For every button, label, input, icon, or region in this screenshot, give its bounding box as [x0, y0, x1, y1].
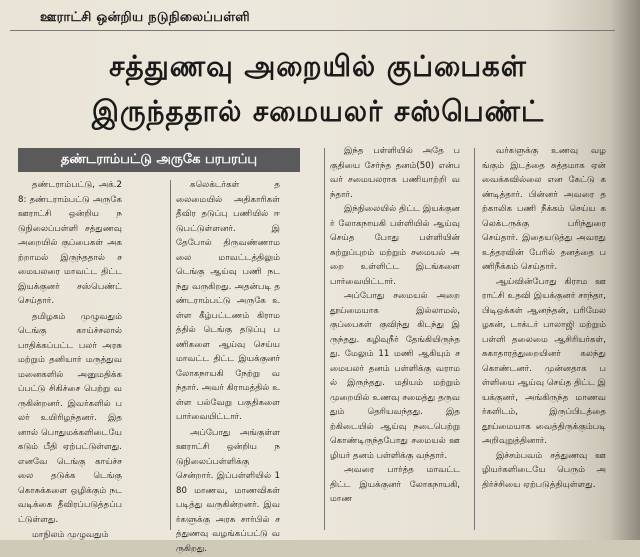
paragraph: கலெக்டர்கள் தலைமையில் அதிகாரிகள் தீவிர தடுப்பு பணியில் ஈடுபட்டுள்ளனர். இதேபோல் திருவண்ணாமலை மாவட்டத்திலும் டெங்கு ஆய்வு பணி நடந்து வருகிறது. அதன்படி தண்டராம்பட்டு அருகே உள்ள கீழ்பட்டணம் கிராமத்தில் டெங்கு தடுப்பு பணிகளை ஆய்வு செய்ய மாவட்ட திட்ட இயக்குனர் லோகநாயகி நேற்று வந்தார். அவர் கிராமத்தில் உள்ள பல்வேறு பகுதிகளை பார்வையிட்டார். — [176, 180, 280, 422]
paragraph: இச்சம்பவம் சத்துணவு ஊழியர்களிடையே பெரும் அதிர்ச்சியை ஏற்படுத்தியுள்ளது. — [482, 450, 606, 490]
kicker-text: ஊராட்சி ஒன்றிய நடுநிலைப்பள்ளி — [40, 10, 250, 25]
page-edge-shadow — [610, 0, 640, 540]
article-column-1 — [18, 178, 122, 544]
headline-line-1: சத்துணவு அறையில் குப்பைகள் — [109, 49, 527, 83]
article-column-3 — [330, 144, 460, 507]
section-kicker — [10, 8, 615, 31]
column-divider — [170, 180, 171, 530]
paragraph: தமிழகம் முழுவதும் டெங்கு காய்ச்சலால் பாதிக்கப்பட்ட பலர் அரசு மற்றும் தனியார் மருத்துவமனைகளில் அனுமதிக்கப்பட்டு சிகிச்சை பெற்று வருகின்றனர். இவர்களில் பலர் உயிரிழந்தனர். இதனால் பொதுமக்களிடையே கடும் பீதி ஏற்பட்டுள்ளது. எனவே டெங்கு காய்ச்சலை தடுக்க டெங்கு கொசுக்களை ஒழிக்கும் நடவடிக்கை தீவிரப்படுத்தப்பட்டுள்ளது. — [18, 311, 122, 525]
paragraph: இந்நிலையில் திட்ட இயக்குனர் லோகநாயகி பள்ளியில் ஆய்வு செய்த போது பள்ளியின் சுற்றுப்புறம் மற்றும் சமையல் அறை உள்ளிட்ட இடங்களை பார்வையிட்டார். — [330, 204, 460, 287]
article-column-4 — [482, 144, 606, 492]
headline — [18, 44, 618, 134]
paragraph: தண்டராம்பட்டு, அக்.28: தண்டராம்பட்டு அருகே ஊராட்சி ஒன்றிய நடுநிலைப்பள்ளி சத்துணவு அறையில் குப்பைகள் அகற்றாமல் இருந்ததால் சமையலரை மாவட்ட திட்ட இயக்குனர் சஸ்பெண்ட் செய்தார். — [18, 180, 122, 306]
column-divider — [474, 148, 475, 530]
paragraph: அப்போது அங்குள்ள ஊராட்சி ஒன்றிய நடுநிலைப்பள்ளிக்கு சென்றார். இப்பள்ளியில் 180 மாணவ, மாணவிகள் படித்து வருகின்றனர். இவர்களுக்கு அரசு சார்பில் சத்துணவு வழங்கப்பட்டு வருகிறது. — [176, 427, 280, 554]
article-column-2 — [176, 178, 280, 557]
column-divider — [324, 148, 325, 530]
paragraph: மாநிலம் முழுவதும் — [32, 530, 109, 540]
paragraph: அவரை பார்த்த மாவட்ட திட்ட இயக்குனர் லோகநாயகி, மாண — [330, 465, 460, 504]
headline-line-2: இருந்ததால் சமையலர் சஸ்பெண்ட் — [91, 94, 545, 128]
paragraph: ஆய்வின்போது கிராம ஊராட்சி உதவி இயக்குனர் சாந்தா, பிடிஒக்கள் ஆனந்தன், பரிமேலழகன், டாக்டர் பாலாஜி மற்றும் பள்ளி தலைமை ஆசிரியர்கள், சுகாதாரத்துறையினர் கலந்து கொண்டனர். முன்னதாக பள்ளியை ஆய்வு செய்த திட்ட இயக்குனர், அங்கிருந்த மாணவர்களிடம், இருப்பிடத்தை தூய்மையாக வைத்திருக்கும்படி அறிவுறுத்தினார். — [482, 276, 606, 446]
paragraph: வர்களுக்கு உணவு வழங்கும் இடத்தை சுத்தமாக ஏன் வைக்கவில்லை என கேட்டு கண்டித்தார். பின்னர் அவரை தற்காலிக பணி நீக்கம் செய்ய கலெக்டருக்கு பரிந்துரை செய்தார். இதையடுத்து அவரது உத்தரவின் பேரில் தனத்தை பணிநீக்கம் செய்தார். — [482, 146, 606, 272]
subheadline-banner: தண்டராம்பட்டு அருகே பரபரப்பு — [18, 148, 300, 172]
paragraph: அப்போது சமையல் அறை தூய்மையாக இல்லாமல், குப்பைகள் குவிந்து கிடந்து இருந்தது. கழிவுநீர் தேங்கியிருந்தது. மேலும் 11 மணி ஆகியும் சமையலர் தனம் பள்ளிக்கு வராமல் இருந்தது. மதியம் மற்றும் முறையில் உணவு சமைத்து தருவதும் தெரியவந்தது. இதற்கிடையில் ஆய்வு நடைபெற்று கொண்டிருந்தபோது சமையல் ஊழியர் தனம் பள்ளிக்கு வந்தார். — [330, 291, 460, 461]
paragraph: இந்த பள்ளியில் அதே பகுதியை சேர்ந்த தனம்(50) என்பவர் சமையலராக பணியாற்றி வந்தார். — [330, 146, 460, 200]
